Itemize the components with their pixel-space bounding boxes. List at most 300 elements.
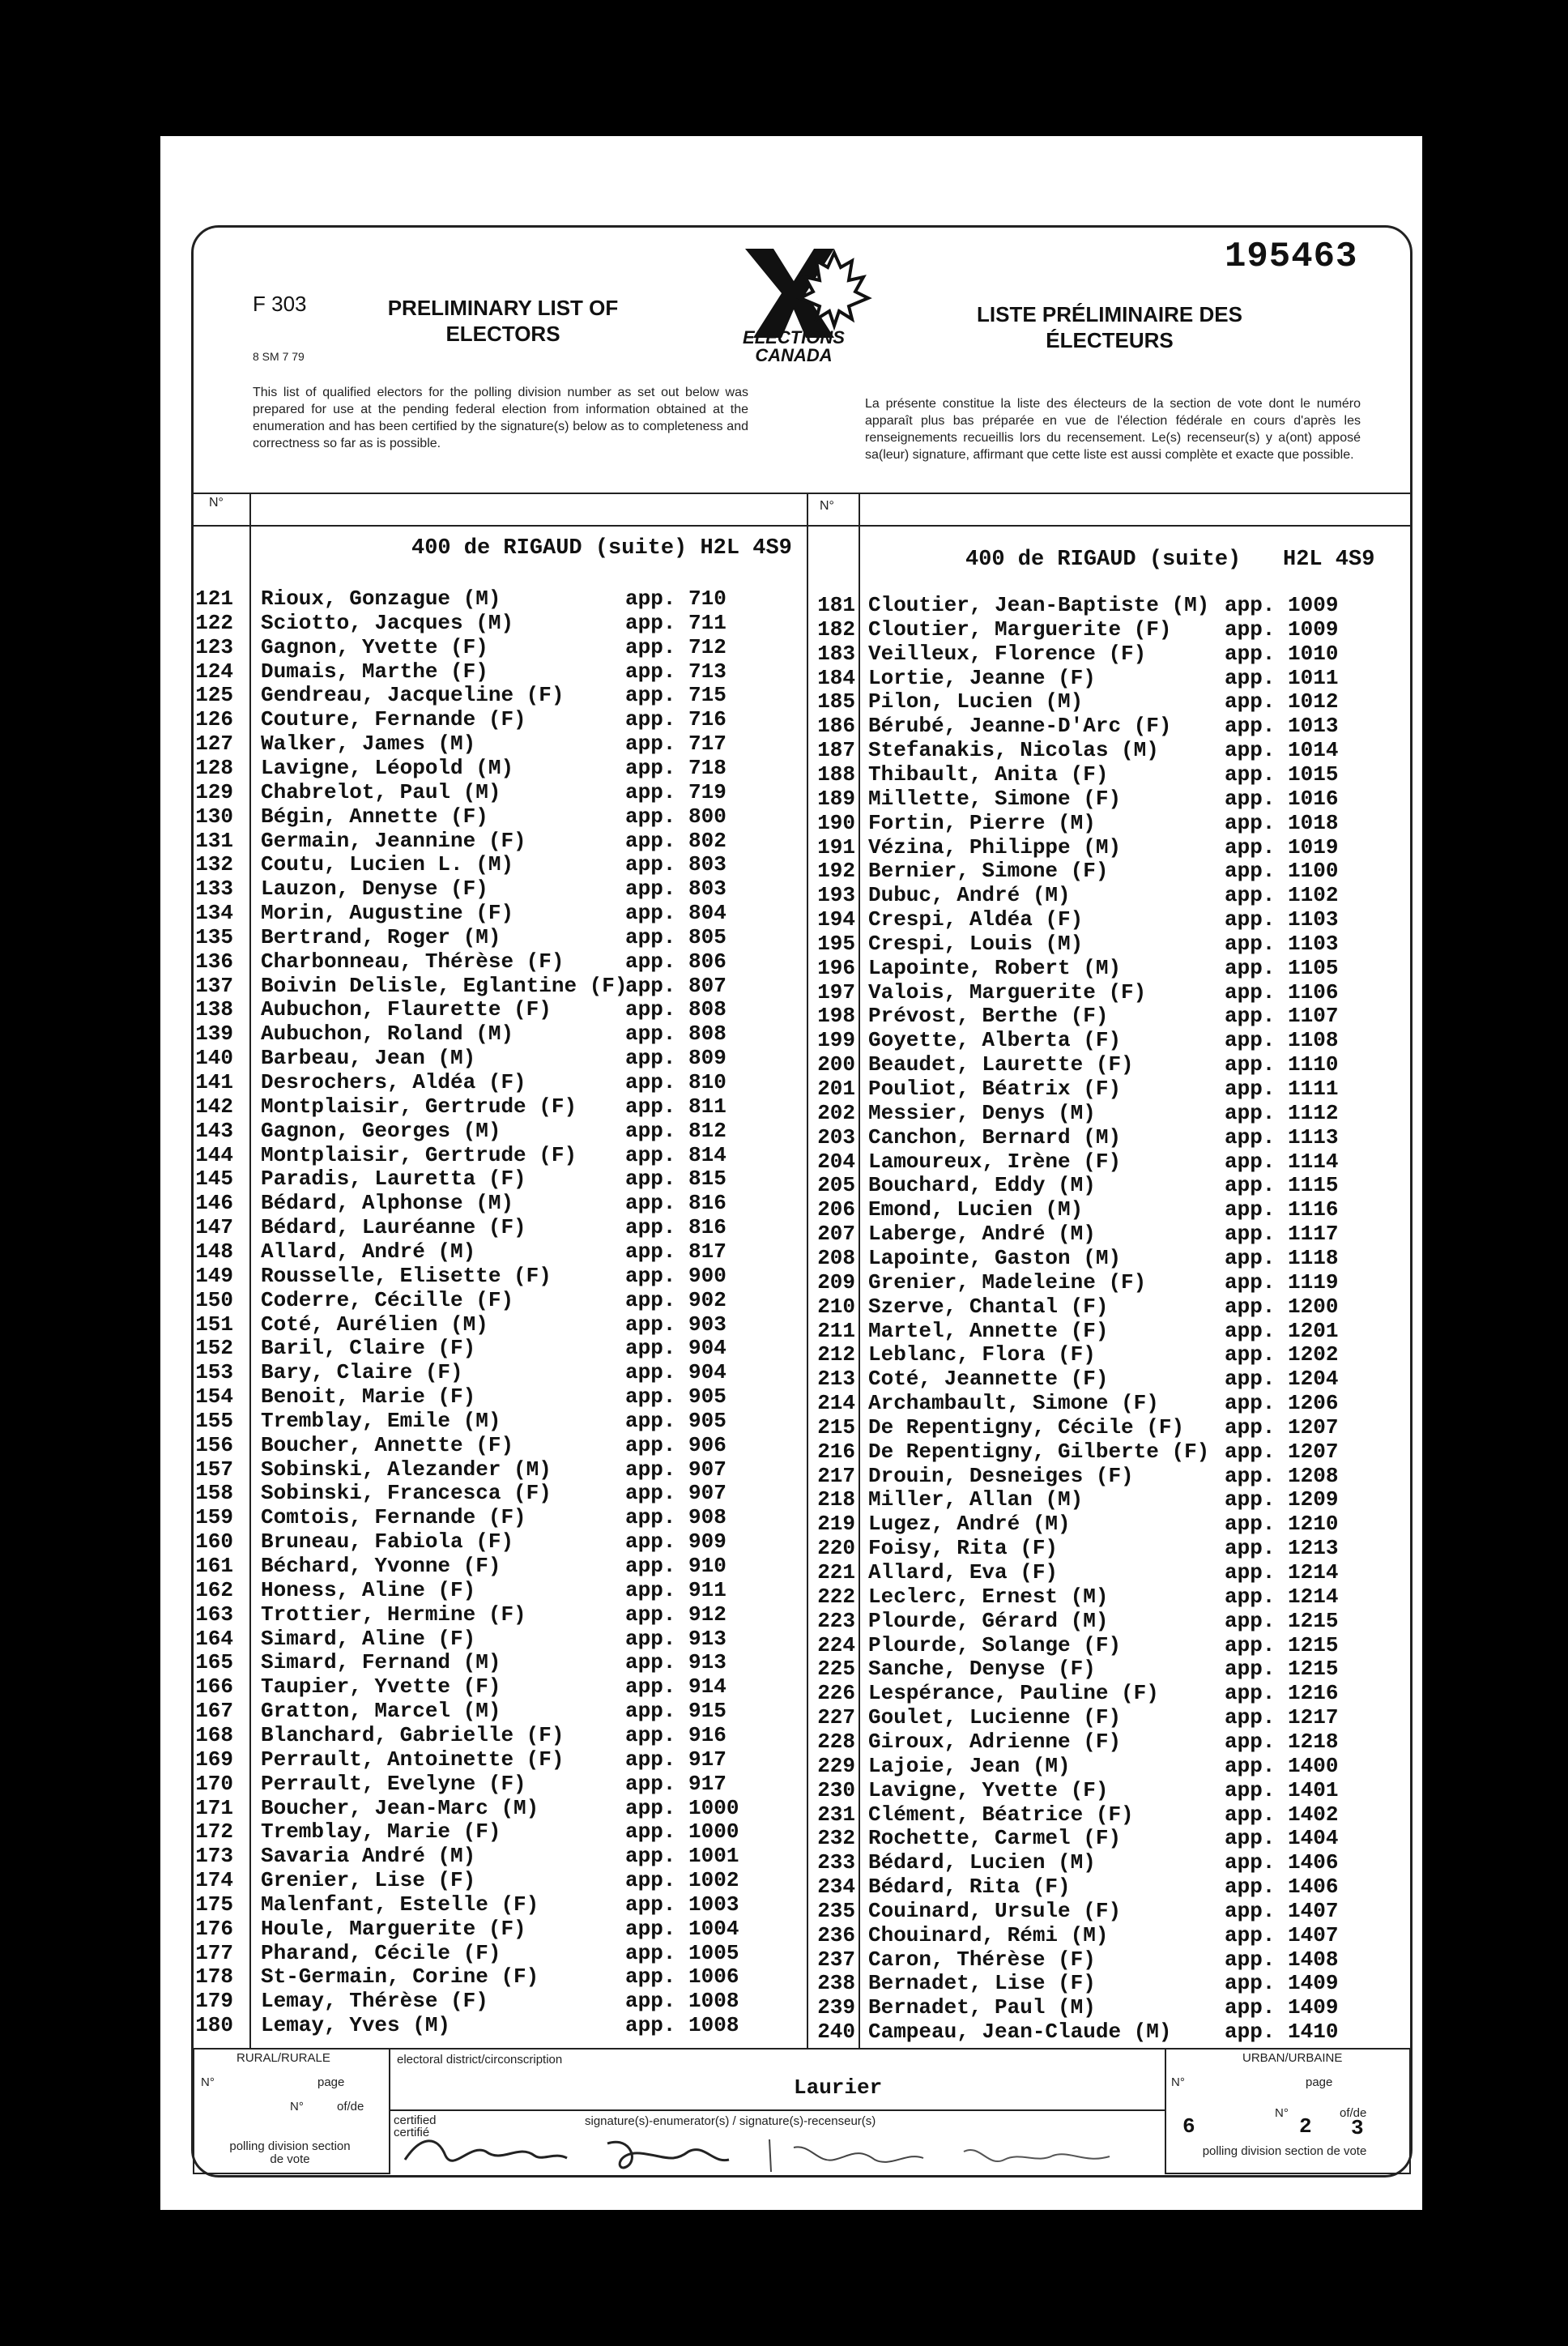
- elector-name: Lavigne, Yvette (F): [868, 1777, 1109, 1802]
- elector-name: Bernier, Simone (F): [868, 859, 1109, 884]
- elector-number: 130: [195, 804, 233, 829]
- elector-row: [794, 1778, 1393, 1802]
- elector-row: [794, 593, 1393, 617]
- apartment-number: app. 1214: [1225, 1560, 1339, 1585]
- elector-row: [794, 1077, 1393, 1101]
- apartment-number: app. 815: [625, 1167, 726, 1192]
- apartment-number: app. 1213: [1225, 1536, 1339, 1561]
- elector-row: [794, 859, 1393, 883]
- elector-row: [172, 1674, 803, 1699]
- elector-name: Boucher, Jean-Marc (M): [261, 1795, 539, 1820]
- elector-row: [794, 1246, 1393, 1270]
- elector-row: [794, 1923, 1393, 1947]
- elector-name: Dumais, Marthe (F): [261, 659, 488, 684]
- apartment-number: app. 1207: [1225, 1439, 1339, 1464]
- elector-number: 168: [195, 1722, 233, 1747]
- elector-row: [172, 1627, 803, 1651]
- elector-row: [172, 1917, 803, 1941]
- elector-number: 222: [817, 1584, 855, 1609]
- elector-row: [794, 1150, 1393, 1174]
- elector-row: [794, 1971, 1393, 1995]
- apartment-number: app. 814: [625, 1142, 726, 1167]
- apartment-number: app. 902: [625, 1287, 726, 1312]
- elector-row: [172, 877, 803, 901]
- elector-row: [172, 1312, 803, 1337]
- elector-row: [794, 1342, 1393, 1367]
- elector-row: [794, 1560, 1393, 1585]
- elector-name: Sobinski, Francesca (F): [261, 1481, 552, 1506]
- apartment-number: app. 719: [625, 779, 726, 804]
- elector-name: Taupier, Yvette (F): [261, 1674, 501, 1700]
- elector-row: [172, 1650, 803, 1674]
- elector-name: Lortie, Jeanne (F): [868, 665, 1096, 690]
- elector-number: 181: [817, 593, 855, 617]
- elector-number: 140: [195, 1046, 233, 1071]
- elector-number: 128: [195, 755, 233, 780]
- elector-name: Desrochers, Aldéa (F): [261, 1070, 526, 1094]
- elector-row: [172, 1094, 803, 1119]
- elector-name: Sciotto, Jacques (M): [261, 610, 514, 635]
- number-header-left: N°: [209, 496, 224, 510]
- elector-row: [172, 1481, 803, 1505]
- elector-number: 133: [195, 877, 233, 902]
- apartment-number: app. 1215: [1225, 1657, 1339, 1682]
- elector-row: [172, 1409, 803, 1433]
- elector-row: [172, 1772, 803, 1796]
- elector-number: 192: [817, 859, 855, 884]
- elector-name: Lavigne, Léopold (M): [261, 755, 514, 780]
- elector-number: 234: [817, 1875, 855, 1900]
- apartment-number: app. 1107: [1225, 1004, 1339, 1029]
- print-code: 8 SM 7 79: [253, 350, 305, 363]
- elector-number: 135: [195, 924, 233, 949]
- elector-name: Trottier, Hermine (F): [261, 1602, 526, 1627]
- elector-row: [794, 980, 1393, 1005]
- apartment-number: app. 913: [625, 1626, 726, 1651]
- apartment-number: app. 1110: [1225, 1052, 1339, 1077]
- apartment-number: app. 904: [625, 1360, 726, 1385]
- elector-row: [172, 732, 803, 756]
- elector-row: [172, 683, 803, 707]
- apartment-number: app. 1111: [1225, 1077, 1339, 1101]
- elector-row: [794, 1295, 1393, 1319]
- apartment-number: app. 1216: [1225, 1681, 1339, 1706]
- elector-number: 180: [195, 2013, 233, 2038]
- elector-name: Cloutier, Marguerite (F): [868, 616, 1172, 642]
- elector-row: [794, 1585, 1393, 1609]
- elector-name: Allard, Eva (F): [868, 1560, 1059, 1585]
- elector-name: Rousselle, Elisette (F): [261, 1263, 552, 1288]
- apartment-number: app. 810: [625, 1070, 726, 1094]
- apartment-number: app. 1116: [1225, 1197, 1339, 1222]
- apartment-number: app. 1006: [625, 1964, 739, 1990]
- elector-row: [794, 1464, 1393, 1488]
- apartment-number: app. 1401: [1225, 1777, 1339, 1802]
- elector-number: 238: [817, 1971, 855, 1996]
- elector-row: [172, 1941, 803, 1965]
- apartment-number: app. 1112: [1225, 1100, 1339, 1125]
- elector-row: [794, 956, 1393, 980]
- apartment-number: app. 1202: [1225, 1342, 1339, 1367]
- elector-number: 195: [817, 931, 855, 956]
- urban-page-no-label: N°: [1275, 2106, 1289, 2120]
- elector-number: 232: [817, 1826, 855, 1851]
- elector-row: [172, 997, 803, 1022]
- apartment-number: app. 1201: [1225, 1318, 1339, 1343]
- elector-number: 163: [195, 1602, 233, 1627]
- elector-row: [172, 1747, 803, 1772]
- apartment-number: app. 1208: [1225, 1463, 1339, 1488]
- elector-number: 199: [817, 1028, 855, 1053]
- elector-name: Lajoie, Jean (M): [868, 1753, 1071, 1778]
- elector-row: [172, 1554, 803, 1578]
- elector-name: Bédard, Lucien (M): [868, 1850, 1096, 1875]
- apartment-number: app. 1209: [1225, 1487, 1339, 1512]
- apartment-number: app. 1102: [1225, 883, 1339, 908]
- elector-row: [172, 586, 803, 611]
- elector-name: Coté, Aurélien (M): [261, 1312, 488, 1337]
- apartment-number: app. 1000: [625, 1795, 739, 1820]
- elector-name: Gratton, Marcel (M): [261, 1699, 501, 1724]
- elector-number: 155: [195, 1408, 233, 1433]
- elector-name: Baril, Claire (F): [261, 1336, 476, 1361]
- elector-number: 204: [817, 1149, 855, 1174]
- elector-number: 123: [195, 634, 233, 659]
- apartment-number: app. 800: [625, 804, 726, 829]
- elector-name: Simard, Fernand (M): [261, 1650, 501, 1675]
- elector-name: Valois, Marguerite (F): [868, 979, 1147, 1005]
- elector-name: Messier, Denys (M): [868, 1100, 1096, 1125]
- elector-number: 122: [195, 610, 233, 635]
- elector-number: 129: [195, 779, 233, 804]
- apartment-number: app. 1004: [625, 1916, 739, 1941]
- apartment-number: app. 804: [625, 901, 726, 926]
- elector-number: 223: [817, 1608, 855, 1633]
- urban-page-label: page: [1306, 2075, 1333, 2089]
- elector-row: [172, 1264, 803, 1288]
- elector-row: [794, 689, 1393, 714]
- apartment-number: app. 1008: [625, 2013, 739, 2038]
- elector-name: Goyette, Alberta (F): [868, 1028, 1122, 1053]
- apartment-number: app. 816: [625, 1191, 726, 1216]
- apartment-number: app. 1003: [625, 1892, 739, 1917]
- elector-row: [172, 1046, 803, 1070]
- elector-number: 175: [195, 1892, 233, 1917]
- elector-name: Bary, Claire (F): [261, 1360, 463, 1385]
- elector-name: Fortin, Pierre (M): [868, 810, 1096, 835]
- elector-name: Crespi, Aldéa (F): [868, 907, 1084, 932]
- elector-number: 174: [195, 1868, 233, 1893]
- elector-number: 209: [817, 1269, 855, 1295]
- elector-row: [172, 804, 803, 829]
- elector-name: Archambault, Simone (F): [868, 1391, 1159, 1416]
- district-name: Laurier: [794, 2075, 883, 2100]
- elector-row: [172, 1505, 803, 1529]
- apartment-number: app. 905: [625, 1384, 726, 1410]
- apartment-number: app. 715: [625, 683, 726, 708]
- apartment-number: app. 906: [625, 1432, 726, 1457]
- apartment-number: app. 1115: [1225, 1173, 1339, 1198]
- elector-name: Grenier, Madeleine (F): [868, 1269, 1147, 1295]
- elector-row: [794, 1995, 1393, 2020]
- apartment-number: app. 1406: [1225, 1850, 1339, 1875]
- elector-number: 236: [817, 1922, 855, 1947]
- elector-number: 136: [195, 949, 233, 974]
- apartment-number: app. 811: [625, 1094, 726, 1119]
- elector-name: Paradis, Lauretta (F): [261, 1167, 526, 1192]
- elector-number: 170: [195, 1771, 233, 1796]
- elector-number: 215: [817, 1414, 855, 1440]
- title-english: PRELIMINARY LIST OF ELECTORS: [387, 296, 619, 346]
- urban-polling-division-label: polling division section de vote: [1202, 2144, 1367, 2158]
- elector-number: 221: [817, 1560, 855, 1585]
- elector-number: 213: [817, 1367, 855, 1392]
- elector-name: Bédard, Alphonse (M): [261, 1191, 514, 1216]
- elector-number: 196: [817, 955, 855, 980]
- apartment-number: app. 1010: [1225, 641, 1339, 666]
- elector-row: [794, 1415, 1393, 1440]
- elector-name: Chabrelot, Paul (M): [261, 779, 501, 804]
- apartment-number: app. 911: [625, 1577, 726, 1602]
- elector-number: 157: [195, 1457, 233, 1482]
- apartment-number: app. 717: [625, 732, 726, 757]
- elector-number: 173: [195, 1844, 233, 1869]
- elector-name: Bédard, Rita (F): [868, 1875, 1071, 1900]
- apartment-number: app. 1409: [1225, 1995, 1339, 2020]
- elector-name: Béchard, Yvonne (F): [261, 1554, 501, 1578]
- list-header-row: [193, 493, 1411, 527]
- elector-name: Szerve, Chantal (F): [868, 1294, 1109, 1319]
- elector-number: 147: [195, 1215, 233, 1240]
- elector-number: 193: [817, 883, 855, 908]
- elector-number: 171: [195, 1795, 233, 1820]
- apartment-number: app. 711: [625, 610, 726, 635]
- elector-row: [794, 883, 1393, 907]
- elector-name: Leclerc, Ernest (M): [868, 1584, 1109, 1609]
- elector-number: 200: [817, 1052, 855, 1077]
- elector-name: Pouliot, Béatrix (F): [868, 1077, 1122, 1101]
- apartment-number: app. 1400: [1225, 1753, 1339, 1778]
- rural-page-no-label: N°: [290, 2100, 304, 2114]
- elector-name: Emond, Lucien (M): [868, 1197, 1084, 1222]
- apartment-number: app. 917: [625, 1747, 726, 1772]
- elector-number: 189: [817, 786, 855, 811]
- apartment-number: app. 808: [625, 1022, 726, 1047]
- apartment-number: app. 1207: [1225, 1414, 1339, 1440]
- elector-name: Bouchard, Eddy (M): [868, 1173, 1096, 1198]
- elector-row: [794, 907, 1393, 932]
- elector-name: Rioux, Gonzague (M): [261, 586, 501, 611]
- apartment-number: app. 713: [625, 659, 726, 684]
- elector-row: [172, 1578, 803, 1602]
- serial-number: 195463: [1225, 237, 1358, 277]
- apartment-number: app. 1108: [1225, 1028, 1339, 1053]
- elector-name: Gendreau, Jacqueline (F): [261, 683, 565, 708]
- urban-of-label: of/de: [1340, 2106, 1367, 2120]
- elector-number: 237: [817, 1947, 855, 1972]
- apartment-number: app. 1011: [1225, 665, 1339, 690]
- elector-number: 224: [817, 1632, 855, 1657]
- elector-row: [172, 1022, 803, 1046]
- elector-number: 149: [195, 1263, 233, 1288]
- elector-row: [794, 1754, 1393, 1778]
- elector-name: Perrault, Evelyne (F): [261, 1771, 526, 1796]
- elector-number: 214: [817, 1391, 855, 1416]
- elector-row: [172, 1892, 803, 1917]
- elector-row: [794, 1101, 1393, 1125]
- elector-number: 188: [817, 761, 855, 787]
- apartment-number: app. 917: [625, 1771, 726, 1796]
- apartment-number: app. 1019: [1225, 834, 1339, 859]
- elector-number: 197: [817, 979, 855, 1005]
- elector-number: 227: [817, 1705, 855, 1730]
- signature-label: signature(s)-enumerator(s) / signature(s)-recenseur(s): [585, 2114, 876, 2128]
- elector-number: 131: [195, 828, 233, 853]
- elector-row: [172, 1699, 803, 1723]
- elector-number: 229: [817, 1753, 855, 1778]
- apartment-number: app. 904: [625, 1336, 726, 1361]
- elector-row: [172, 1457, 803, 1482]
- elector-number: 124: [195, 659, 233, 684]
- elector-name: Allard, André (M): [261, 1239, 476, 1264]
- elector-row: [794, 714, 1393, 738]
- elector-row: [794, 835, 1393, 859]
- elector-number: 230: [817, 1777, 855, 1802]
- elector-row: [172, 1336, 803, 1360]
- enumerator-signature-icon: [397, 2127, 1158, 2176]
- elector-name: Bernadet, Paul (M): [868, 1995, 1096, 2020]
- intro-text-english: This list of qualified electors for the polling division number as set out below was prepared for use at the pending federal election from information obtained at the enumeration and has been certified by the signature(s) below as to completeness and correctness so far as is possible.: [253, 386, 748, 450]
- elector-name: Prévost, Berthe (F): [868, 1004, 1109, 1029]
- elector-name: Veilleux, Florence (F): [868, 641, 1147, 666]
- elector-number: 177: [195, 1940, 233, 1965]
- elector-number: 240: [817, 2020, 855, 2045]
- elector-row: [172, 1070, 803, 1094]
- apartment-number: app. 803: [625, 852, 726, 877]
- elector-number: 187: [817, 738, 855, 763]
- apartment-number: app. 803: [625, 877, 726, 902]
- elector-name: Lapointe, Robert (M): [868, 955, 1122, 980]
- elector-name: Laberge, André (M): [868, 1222, 1096, 1247]
- apartment-number: app. 1200: [1225, 1294, 1339, 1319]
- apartment-number: app. 806: [625, 949, 726, 974]
- apartment-number: app. 710: [625, 586, 726, 611]
- elector-name: Boivin Delisle, Eglantine (F): [261, 973, 628, 998]
- elector-number: 169: [195, 1747, 233, 1772]
- elector-number: 154: [195, 1384, 233, 1410]
- elector-row: [794, 617, 1393, 642]
- elector-name: Thibault, Anita (F): [868, 761, 1109, 787]
- elector-row: [172, 829, 803, 853]
- elector-name: Montplaisir, Gertrude (F): [261, 1142, 577, 1167]
- elector-name: Canchon, Bernard (M): [868, 1124, 1122, 1150]
- polling-division-number: 6: [1182, 2114, 1195, 2139]
- elector-name: Bédard, Lauréanne (F): [261, 1215, 526, 1240]
- apartment-number: app. 1206: [1225, 1391, 1339, 1416]
- elector-row: [794, 1730, 1393, 1754]
- elector-name: Benoit, Marie (F): [261, 1384, 476, 1410]
- elector-row: [794, 1052, 1393, 1077]
- apartment-number: app. 1005: [625, 1940, 739, 1965]
- elector-row: [794, 642, 1393, 666]
- elector-number: 139: [195, 1022, 233, 1047]
- elector-row: [172, 1384, 803, 1409]
- elector-row: [794, 2020, 1393, 2044]
- apartment-number: app. 1103: [1225, 931, 1339, 956]
- apartment-number: app. 1009: [1225, 593, 1339, 617]
- elector-number: 233: [817, 1850, 855, 1875]
- elector-name: De Repentigny, Cécile (F): [868, 1414, 1185, 1440]
- apartment-number: app. 1000: [625, 1819, 739, 1845]
- elector-row: [172, 1433, 803, 1457]
- elector-row: [172, 1964, 803, 1989]
- elector-name: Aubuchon, Flaurette (F): [261, 997, 552, 1022]
- apartment-number: app. 916: [625, 1722, 726, 1747]
- elector-number: 121: [195, 586, 233, 611]
- elector-name: Coderre, Cécille (F): [261, 1287, 514, 1312]
- elector-row: [794, 1391, 1393, 1415]
- elector-name: Perrault, Antoinette (F): [261, 1747, 565, 1772]
- elector-number: 186: [817, 714, 855, 739]
- apartment-number: app. 915: [625, 1699, 726, 1724]
- elector-name: Lapointe, Gaston (M): [868, 1245, 1122, 1270]
- apartment-number: app. 805: [625, 924, 726, 949]
- apartment-number: app. 1113: [1225, 1124, 1339, 1150]
- elector-row: [172, 1191, 803, 1215]
- elector-number: 185: [817, 689, 855, 714]
- elector-row: [172, 1143, 803, 1167]
- apartment-number: app. 907: [625, 1457, 726, 1482]
- elector-number: 210: [817, 1294, 855, 1319]
- elector-row: [794, 1947, 1393, 1972]
- elector-number: 152: [195, 1336, 233, 1361]
- elector-name: Lamoureux, Irène (F): [868, 1149, 1122, 1174]
- apartment-number: app. 1210: [1225, 1512, 1339, 1537]
- elector-name: Germain, Jeannine (F): [261, 828, 526, 853]
- apartment-number: app. 1012: [1225, 689, 1339, 714]
- elector-name: Bruneau, Fabiola (F): [261, 1529, 514, 1555]
- elector-row: [794, 1536, 1393, 1560]
- elector-row: [172, 611, 803, 635]
- elector-number: 167: [195, 1699, 233, 1724]
- elector-name: Bérubé, Jeanne-D'Arc (F): [868, 714, 1172, 739]
- apartment-number: app. 807: [625, 973, 726, 998]
- intro-text-french: La présente constitue la liste des électeurs de la section de vote dont le numéro apparaît plus bas préparée en vue de l'élection fédérale en cours d'après les renseignements recueillis lors du recensement. Le(s) recenseur(s) y a(ont) apposé sa(leur) signature, affirmant que cette liste est aussi complète et exacte que possible.: [865, 397, 1361, 462]
- elector-row: [172, 974, 803, 998]
- elector-number: 145: [195, 1167, 233, 1192]
- apartment-number: app. 1008: [625, 1989, 739, 2014]
- elector-row: [794, 1826, 1393, 1850]
- apartment-number: app. 900: [625, 1263, 726, 1288]
- elector-number: 166: [195, 1674, 233, 1700]
- elector-row: [794, 932, 1393, 956]
- elector-row: [172, 852, 803, 877]
- elector-name: Rochette, Carmel (F): [868, 1826, 1122, 1851]
- elector-row: [794, 1633, 1393, 1657]
- elector-number: 176: [195, 1916, 233, 1941]
- elector-row: [794, 1270, 1393, 1295]
- apartment-number: app. 1204: [1225, 1367, 1339, 1392]
- street-heading-left: 400 de RIGAUD (suite) H2L 4S9: [411, 536, 792, 561]
- elector-row: [172, 1360, 803, 1384]
- elector-name: Couinard, Ursule (F): [868, 1898, 1122, 1923]
- elector-name: St-Germain, Corine (F): [261, 1964, 539, 1990]
- elector-name: Walker, James (M): [261, 732, 476, 757]
- elector-row: [794, 762, 1393, 787]
- apartment-number: app. 817: [625, 1239, 726, 1264]
- elector-row: [794, 1319, 1393, 1343]
- apartment-number: app. 808: [625, 997, 726, 1022]
